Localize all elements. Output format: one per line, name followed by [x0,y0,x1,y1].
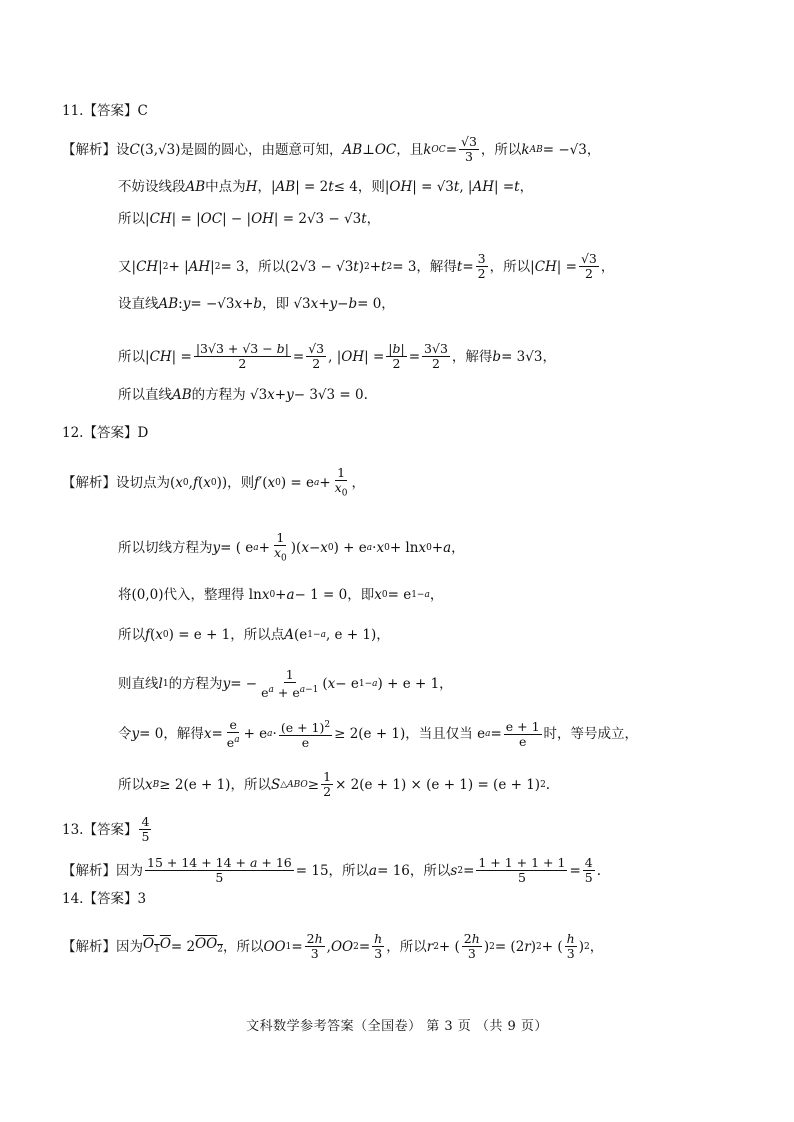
q13-heading: 13.【答案】 $\frac{4}{5}$ [62,814,150,844]
page-footer: 文科数学参考答案（全国卷） 第 3 页 （共 9 页） [246,1019,548,1034]
q11-line-3: 所以| CH | = | OC | − | OH | = 2√3 − √3 t ， [118,211,381,227]
q11-line-4: 又| CH | 2 + | AH | 2 = 3，所以(2√3 − √3 t ) 2 + t 2 = 3，解得 t = $\frac{3}{2}$ ，所以| CH | = $\frac{√3}{2}$ ， [118,251,615,281]
q11-line-7: 所以直线 AB 的方程为 √3 x + y − 3√3 = 0. [118,387,368,403]
q11-line-1: 【解析】设 C (3,√3)是圆的圆心，由题意可知， AB ⊥ OC ，且 k OC = $\frac{√3}{3}$ ，所以 k AB = −√3， [62,134,601,164]
q12-line-7: 所以 x B ≥ 2(e + 1)，所以 S △ABO ≥ $\frac{1}{2}$ × 2(e + 1) × (e + 1) = (e + 1) 2 . [118,769,551,799]
q12-line-6: 令 y = 0，解得 x = $\frac{e}{e^a}$ + e a · $\frac{(e + 1)^2}{e}$ ≥ 2(e + 1)，当且仅当 e a = $\frac{e + 1}{e}$ 时，等号成立， [118,717,639,751]
q11-line-6: 所以| CH | = $\frac{|3√3 + √3 - b|}{2}$ = $\frac{√3}{2}$ , | OH | = $\frac{|b|}{2}$ = $\frac{3√3}{2}$ ，解得 b = 3√3， [118,341,556,371]
q12-line-3: 将(0,0)代入，整理得 ln x 0 + a − 1 = 0，即 x 0 = e 1−a ， [118,587,444,603]
q14-heading: 14.【答案】3 [62,891,147,907]
q14-line-1: 【解析】因为 $O_1O$ = 2 $OO_2$ ，所以 OO 1 = $\frac{2h}{3}$ , OO 2 = $\frac{h}{3}$ ，所以 r 2 + ( $\frac{2h}{3}$ ) 2 = (2 r ) 2 + ( $\frac{h}{3}$ ) 2 ， [62,931,604,961]
q11-line-2: 不妨设线段 AB 中点为 H ，| AB | = 2 t ≤ 4，则| OH | = √3 t , | AH | = t ， [118,179,534,195]
q12-line-1: 【解析】设切点为( x 0 , f ( x 0 ))，则 f ′( x 0 ) = e a + $\frac{1}{x_0}$ ， [62,465,365,499]
q12-line-5: 则直线 l 1 的方程为 y = − $\frac{1}{e^a + e^{a-1}}$ ( x − e 1−a ) + e + 1， [118,667,453,701]
q11-heading: 11.【答案】C [62,103,148,119]
q12-line-4: 所以 f ( x 0 ) = e + 1，所以点 A (e 1−a , e + 1)， [118,627,390,643]
q11-line-5: 设直线 AB : y = −√3 x + b ，即 √3 x + y − b = 0， [118,296,395,312]
q13-line-1: 【解析】因为 $\frac{15 + 14 + 14 + a + 16}{5}$ = 15，所以 a = 16，所以 s 2 = $\frac{1 + 1 + 1 + 1}{5}$ = $\frac{4}{5}$ . [62,855,602,885]
q12-line-2: 所以切线方程为 y = ( e a + $\frac{1}{x_0}$ )( x − x 0 ) + e a · x 0 + ln x 0 + a ， [118,530,465,564]
q12-heading: 12.【答案】D [62,425,149,441]
